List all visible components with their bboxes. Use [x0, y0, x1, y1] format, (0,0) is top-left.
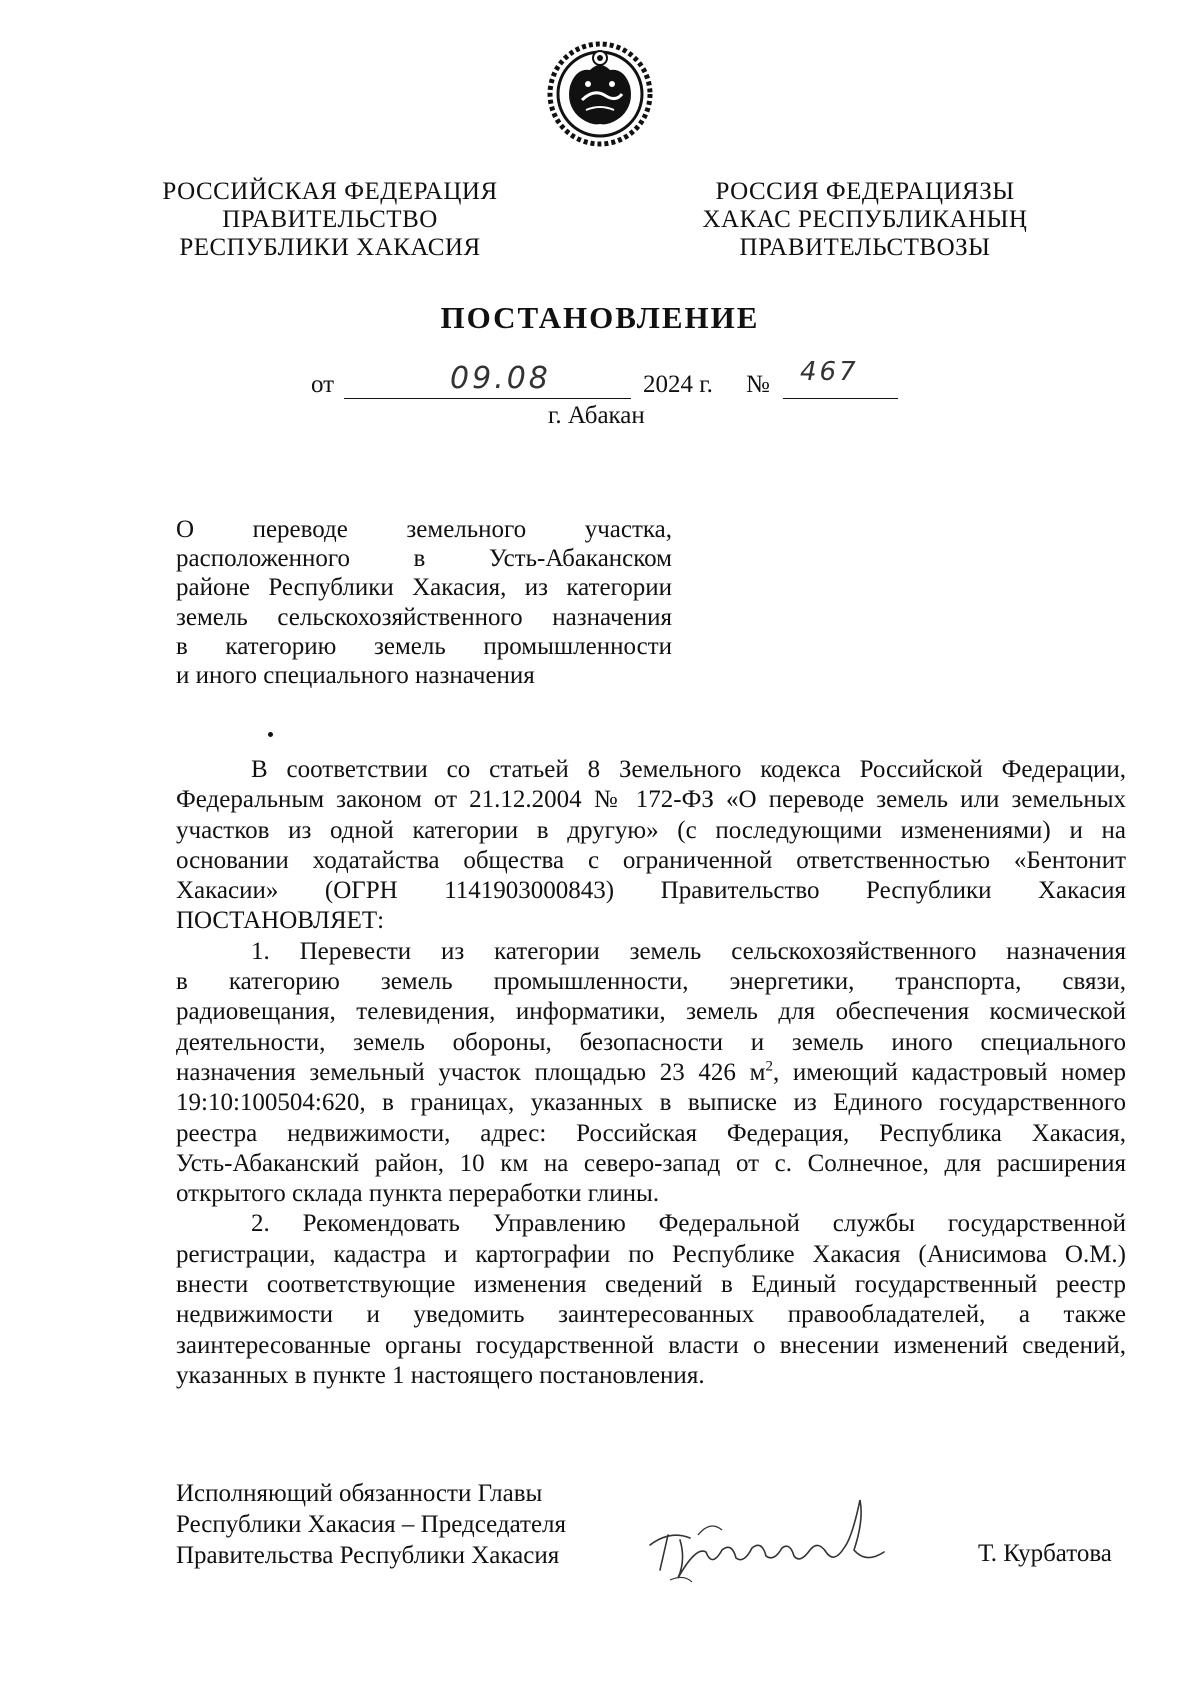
- body-line: участков из одной категории в другую» (с последующими изменениями) и на: [176, 816, 1126, 844]
- number-label: №: [746, 371, 770, 398]
- header-left-line: РОССИЙСКАЯ ФЕДЕРАЦИЯ: [162, 178, 498, 205]
- subject-line: районе Республики Хакасия, из категории: [176, 574, 672, 602]
- document-title: ПОСТАНОВЛЕНИЕ: [440, 300, 760, 335]
- body-line: внести соответствующие изменения сведений в Единый государственный реестр: [176, 1271, 1126, 1299]
- subject-line: расположенного в Усть-Абаканском: [176, 545, 672, 573]
- header-left-line: ПРАВИТЕЛЬСТВО: [222, 206, 438, 233]
- signatory-name: Т. Курбатова: [978, 1540, 1112, 1567]
- body-line: заинтересованные органы государственной власти о внесении изменений сведений,: [176, 1331, 1126, 1359]
- body-line: 1. Перевести из категории земель сельскохозяйственного назначения: [251, 937, 1126, 965]
- document-body: [176, 755, 1126, 1391]
- body-line: 19:10:100504:620, в границах, указанных в выписке из Единого государственного: [176, 1089, 1126, 1117]
- subject-line: в категорию земель промышленности: [176, 632, 672, 660]
- signatory-line: Правительства Республики Хакасия: [176, 1542, 560, 1569]
- subject-line: О переводе земельного участка,: [176, 516, 672, 543]
- header-right-line: ХАКАС РЕСПУБЛИКАНЫҢ: [702, 206, 1028, 233]
- body-line: радиовещания, телевидения, информатики, земель для обеспечения космической: [176, 998, 1126, 1026]
- signatory-line: Исполняющий обязанности Главы: [176, 1480, 543, 1507]
- area-text: назначения земельный участок площадью 23 426 м: [176, 1058, 766, 1086]
- body-line: указанных в пункте 1 настоящего постановления.: [176, 1361, 705, 1389]
- body-line: Федеральным законом от 21.12.2004 № 172-ФЗ «О переводе земель или земельных: [176, 786, 1126, 814]
- body-line: Хакасии» (ОГРН 1141903000843) Правительство Республики Хакасия: [176, 877, 1126, 905]
- header-right-line: ПРАВИТЕЛЬСТВОЗЫ: [739, 234, 991, 261]
- body-line: 2. Рекомендовать Управлению Федеральной службы государственной: [251, 1210, 1126, 1238]
- body-line: Усть-Абаканский район, 10 км на северо-запад от с. Солнечное, для расширения: [176, 1149, 1126, 1177]
- coat-of-arms-emblem: [546, 40, 654, 148]
- date-year: 2024 г.: [643, 371, 713, 398]
- body-line: открытого склада пункта переработки глины.: [176, 1180, 660, 1208]
- date-underline: [344, 398, 631, 399]
- number-underline: [783, 398, 898, 399]
- area-text-after: , имеющий кадастровый номер: [772, 1058, 1126, 1086]
- body-line: основании ходатайства общества с ограниченной ответственностью «Бентонит: [176, 846, 1126, 874]
- body-line: реестра недвижимости, адрес: Российская Федерация, Республика Хакасия,: [176, 1119, 1126, 1147]
- subject-block: [176, 515, 672, 690]
- body-line: ПОСТАНОВЛЯЕТ:: [176, 907, 385, 935]
- handwritten-number: 467: [800, 357, 859, 387]
- body-line: регистрации, кадастра и картографии по Республике Хакасия (Анисимова О.М.): [176, 1240, 1126, 1268]
- signatory-position: [176, 1478, 566, 1571]
- date-prefix: от: [311, 371, 335, 398]
- subject-line: земель сельскохозяйственного назначения: [176, 603, 672, 631]
- body-line: недвижимости и уведомить заинтересованных правообладателей, а также: [176, 1301, 1126, 1329]
- header-right-line: РОССИЯ ФЕДЕРАЦИЯЗЫ: [715, 178, 1015, 205]
- date-line: [0, 357, 1200, 405]
- handwritten-date: 09.08: [450, 361, 551, 396]
- body-line-area: [176, 1058, 1126, 1088]
- area-superscript: 2: [765, 1058, 773, 1075]
- handwritten-signature: [640, 1490, 910, 1585]
- body-line: деятельности, земель обороны, безопасности и земель иного специального: [176, 1028, 1126, 1056]
- body-line: В соответствии со статьей 8 Земельного кодекса Российской Федерации,: [251, 756, 1126, 783]
- subject-line: и иного специального назначения: [176, 662, 535, 690]
- header-left: [150, 178, 510, 262]
- signatory-line: Республики Хакасия – Председателя: [176, 1511, 567, 1538]
- city: г. Абакан: [548, 402, 645, 429]
- body-line: в категорию земель промышленности, энергетики, транспорта, связи,: [176, 968, 1126, 996]
- stray-dot: [268, 732, 273, 737]
- header-left-line: РЕСПУБЛИКИ ХАКАСИЯ: [179, 234, 481, 261]
- header-right: [680, 178, 1050, 262]
